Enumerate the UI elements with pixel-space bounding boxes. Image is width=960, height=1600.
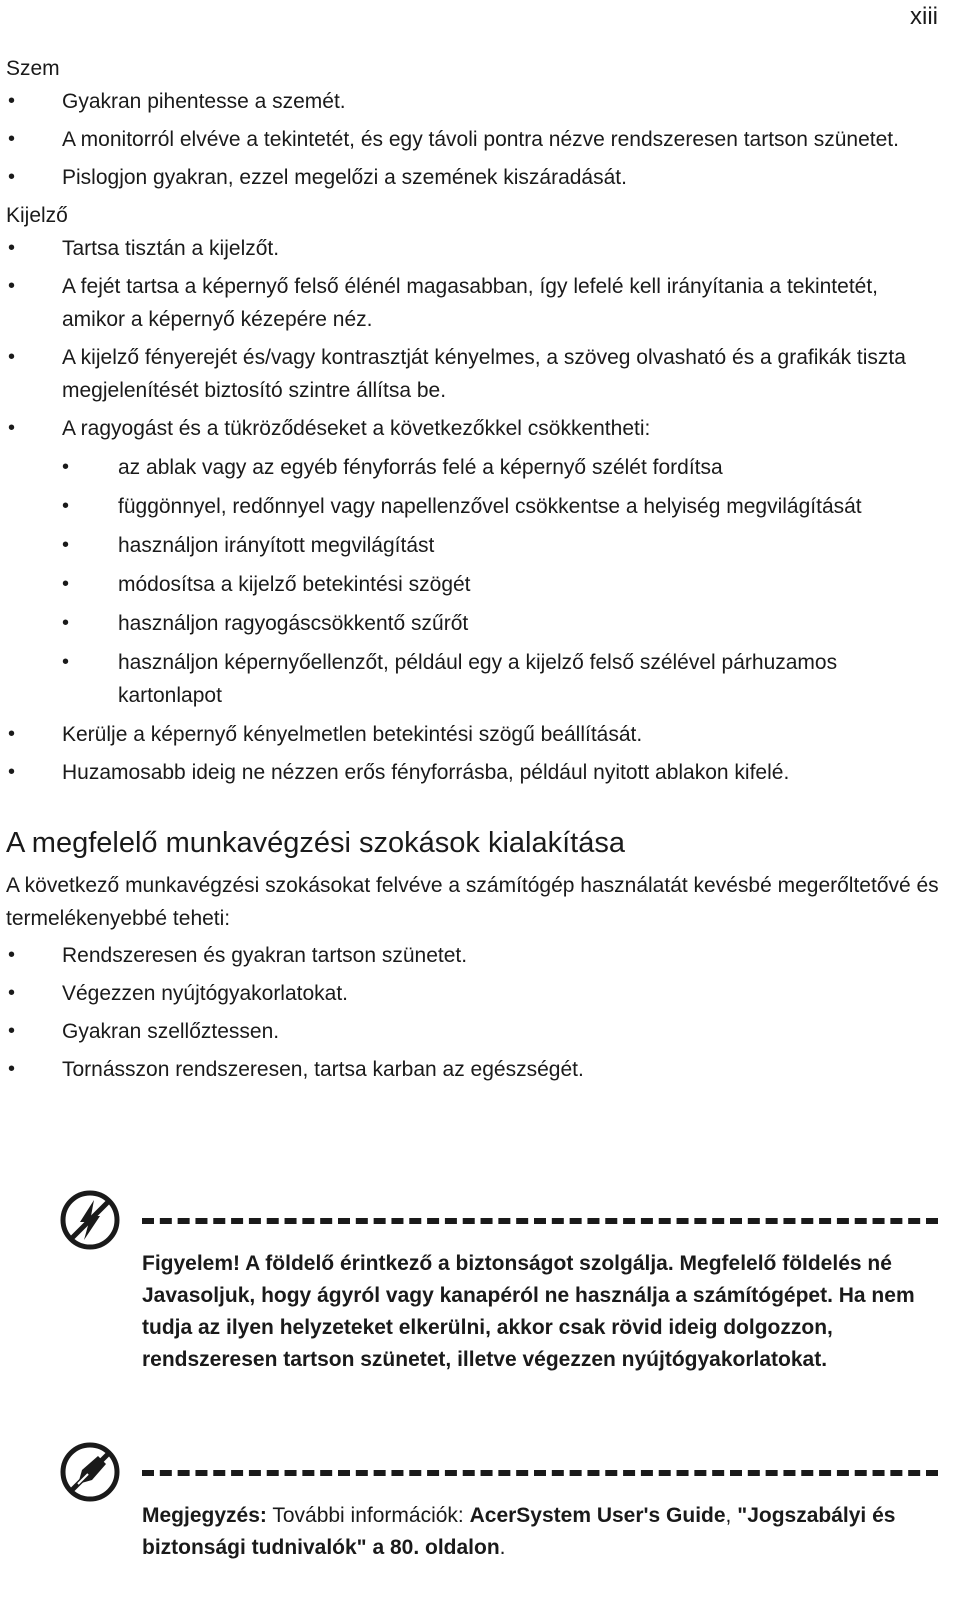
sublist-item: • használjon ragyogáscsökkentő szűrőt — [62, 607, 946, 640]
note-text — [142, 1500, 932, 1564]
list-item: • Gyakran pihentesse a szemét. — [6, 85, 946, 118]
display-heading: Kijelző — [6, 204, 68, 227]
list-item: • Rendszeresen és gyakran tartson szünetet. — [6, 939, 946, 972]
warning-box — [58, 1188, 938, 1408]
list-item — [6, 412, 946, 712]
list-item: • A kijelző fényerejét és/vagy kontrasztját kényelmes, a szöveg olvasható és a grafikák tiszta megjelenítését biztosító szintre állítsa be. — [6, 341, 946, 407]
note-separator: , — [725, 1504, 732, 1527]
warning-text: Figyelem! A földelő érintkező a biztonságot szolgálja. Megfelelő földelés né Javasoljuk, hogy ágyról vagy kanapéról ne használja a számítógépet. Ha nem tudja az ilyen helyzeteket elkerülni, akkor csak rövid ideig dolgozzon, rendszeresen tartson szünetet, illetve végezzen nyújtógyakorlatokat. — [142, 1252, 915, 1371]
sublist-item: • az ablak vagy az egyéb fényforrás felé a képernyő szélét fordítsa — [62, 451, 946, 484]
pen-note-icon — [58, 1440, 122, 1504]
habits-list — [6, 939, 946, 1086]
section-reference: "Jogszabályi és biztonsági tudnivalók" a 80. oldalon — [142, 1504, 896, 1559]
list-item: • Tornásszon rendszeresen, tartsa karban az egészségét. — [6, 1053, 946, 1086]
list-item: • Pislogjon gyakran, ezzel megelőzi a szemének kiszáradását. — [6, 161, 946, 194]
section-title: A megfelelő munkavégzési szokások kialakítása — [6, 827, 625, 859]
lightning-warning-icon — [58, 1188, 122, 1252]
page-number: xiii — [910, 3, 938, 30]
eyes-heading: Szem — [6, 57, 60, 80]
list-item: • A monitorról elvéve a tekintetét, és egy távoli pontra nézve rendszeresen tartson szünetet. — [6, 123, 946, 156]
note-text-before: További információk: — [266, 1504, 470, 1527]
eyes-list — [6, 85, 946, 194]
list-item: • Végezzen nyújtógyakorlatokat. — [6, 977, 946, 1010]
sublist-item: • használjon irányított megvilágítást — [62, 529, 946, 562]
guide-title: AcerSystem User's Guide — [469, 1504, 726, 1527]
section-intro: A következő munkavégzési szokásokat felvéve a számítógép használatát kevésbé megerőltetővé és termelékenyebbé teheti: — [6, 874, 939, 930]
dashed-divider — [142, 1218, 938, 1224]
note-box — [58, 1440, 938, 1580]
display-list — [6, 232, 946, 789]
list-item: • Tartsa tisztán a kijelzőt. — [6, 232, 946, 265]
list-item: • Kerülje a képernyő kényelmetlen betekintési szögű beállítását. — [6, 718, 946, 751]
glare-sublist — [62, 451, 946, 712]
dashed-divider — [142, 1470, 938, 1476]
note-end: . — [499, 1536, 506, 1559]
sublist-item: • függönnyel, redőnnyel vagy napellenzővel csökkentse a helyiség megvilágítását — [62, 490, 946, 523]
sublist-item: • módosítsa a kijelző betekintési szögét — [62, 568, 946, 601]
sublist-item: • használjon képernyőellenzőt, például egy a kijelző felső szélével párhuzamos kartonlapot — [62, 646, 946, 712]
list-item: • Gyakran szellőztessen. — [6, 1015, 946, 1048]
list-item: • Huzamosabb ideig ne nézzen erős fényforrásba, például nyitott ablakon kifelé. — [6, 756, 946, 789]
list-item-text: A ragyogást és a tükröződéseket a következőkkel csökkentheti: — [62, 417, 651, 440]
list-item: • A fejét tartsa a képernyő felső élénél magasabban, így lefelé kell irányítania a tekintetét, amikor a képernyő kézepére néz. — [6, 270, 946, 336]
note-label: Megjegyzés: — [142, 1504, 267, 1527]
page-content — [6, 52, 946, 1091]
